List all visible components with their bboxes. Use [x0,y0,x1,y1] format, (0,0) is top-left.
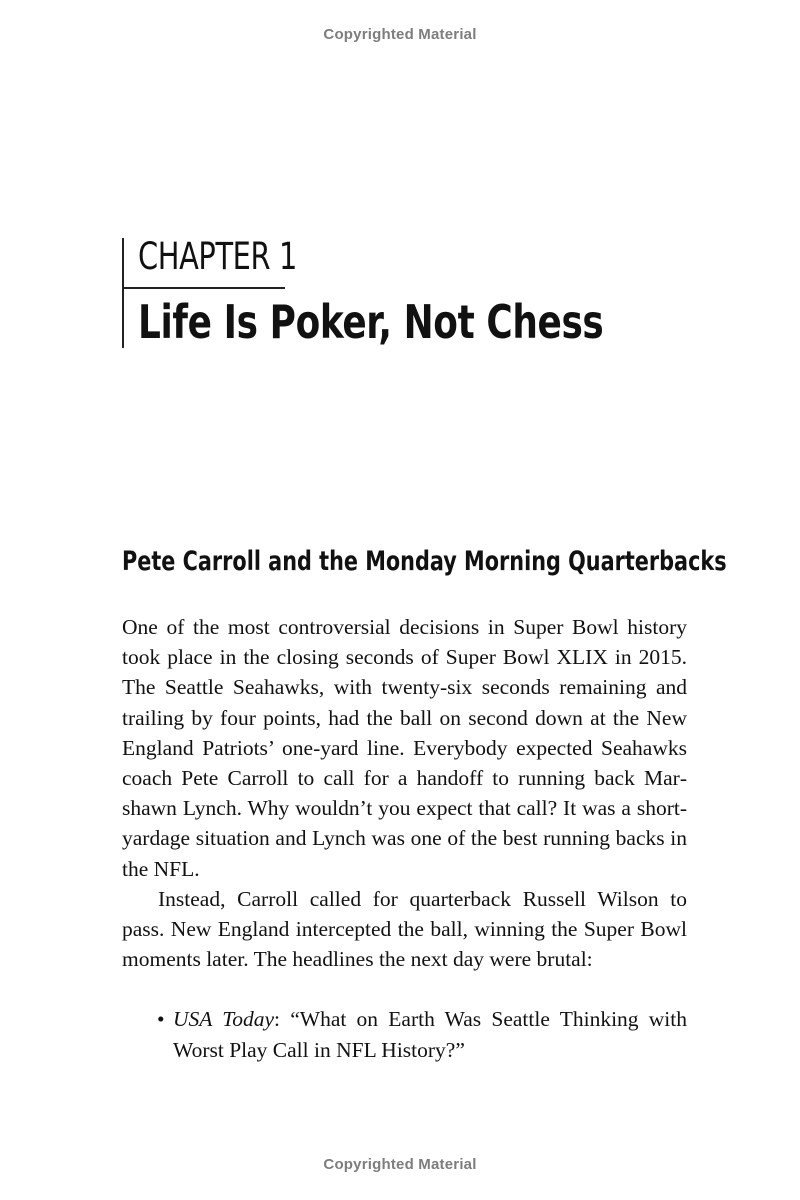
chapter-title: Life Is Poker, Not Chess [138,295,604,349]
headline-source: USA Today [173,1007,275,1032]
body-text [122,612,687,1065]
bullet-icon: • [157,1007,165,1032]
chapter-horizontal-rule [122,287,285,289]
headline-quote: “What on Earth Was Seattle Thinking with Worst Play Call in NFL History?” [173,1007,687,1062]
chapter-vertical-rule [122,238,124,348]
paragraph-1: One of the most controversial decisions in Super Bowl history took place in the closing seconds of Super Bowl XLIX in 2015. The Seattle Seahawks, with twenty-six seconds remaining and trailing by four points, had the ball on second down at the New England Patriots’ one-yard line. Everybody expected Seahawks coach Pete Carroll to call for a handoff to running back Marshawn Lynch. Why wouldn’t you expect that call? It was a short-yardage situation and Lynch was one of the best running backs in the NFL. [122,615,687,881]
list-item [157,1004,687,1064]
paragraph-2: Instead, Carroll called for quarterback Russell Wilson to pass. New England intercepted the ball, winning the Super Bowl moments later. The headlines the next day were brutal: [122,886,687,972]
copyright-watermark-top: Copyrighted Material [323,26,477,43]
copyright-watermark-bottom: Copyrighted Material [323,1156,477,1173]
headline-list [122,1004,687,1064]
headline-separator: : [274,1007,291,1032]
chapter-label: CHAPTER 1 [138,235,297,278]
chapter-heading-block [122,236,722,352]
section-heading: Pete Carroll and the Monday Morning Quarterbacks [122,546,727,577]
